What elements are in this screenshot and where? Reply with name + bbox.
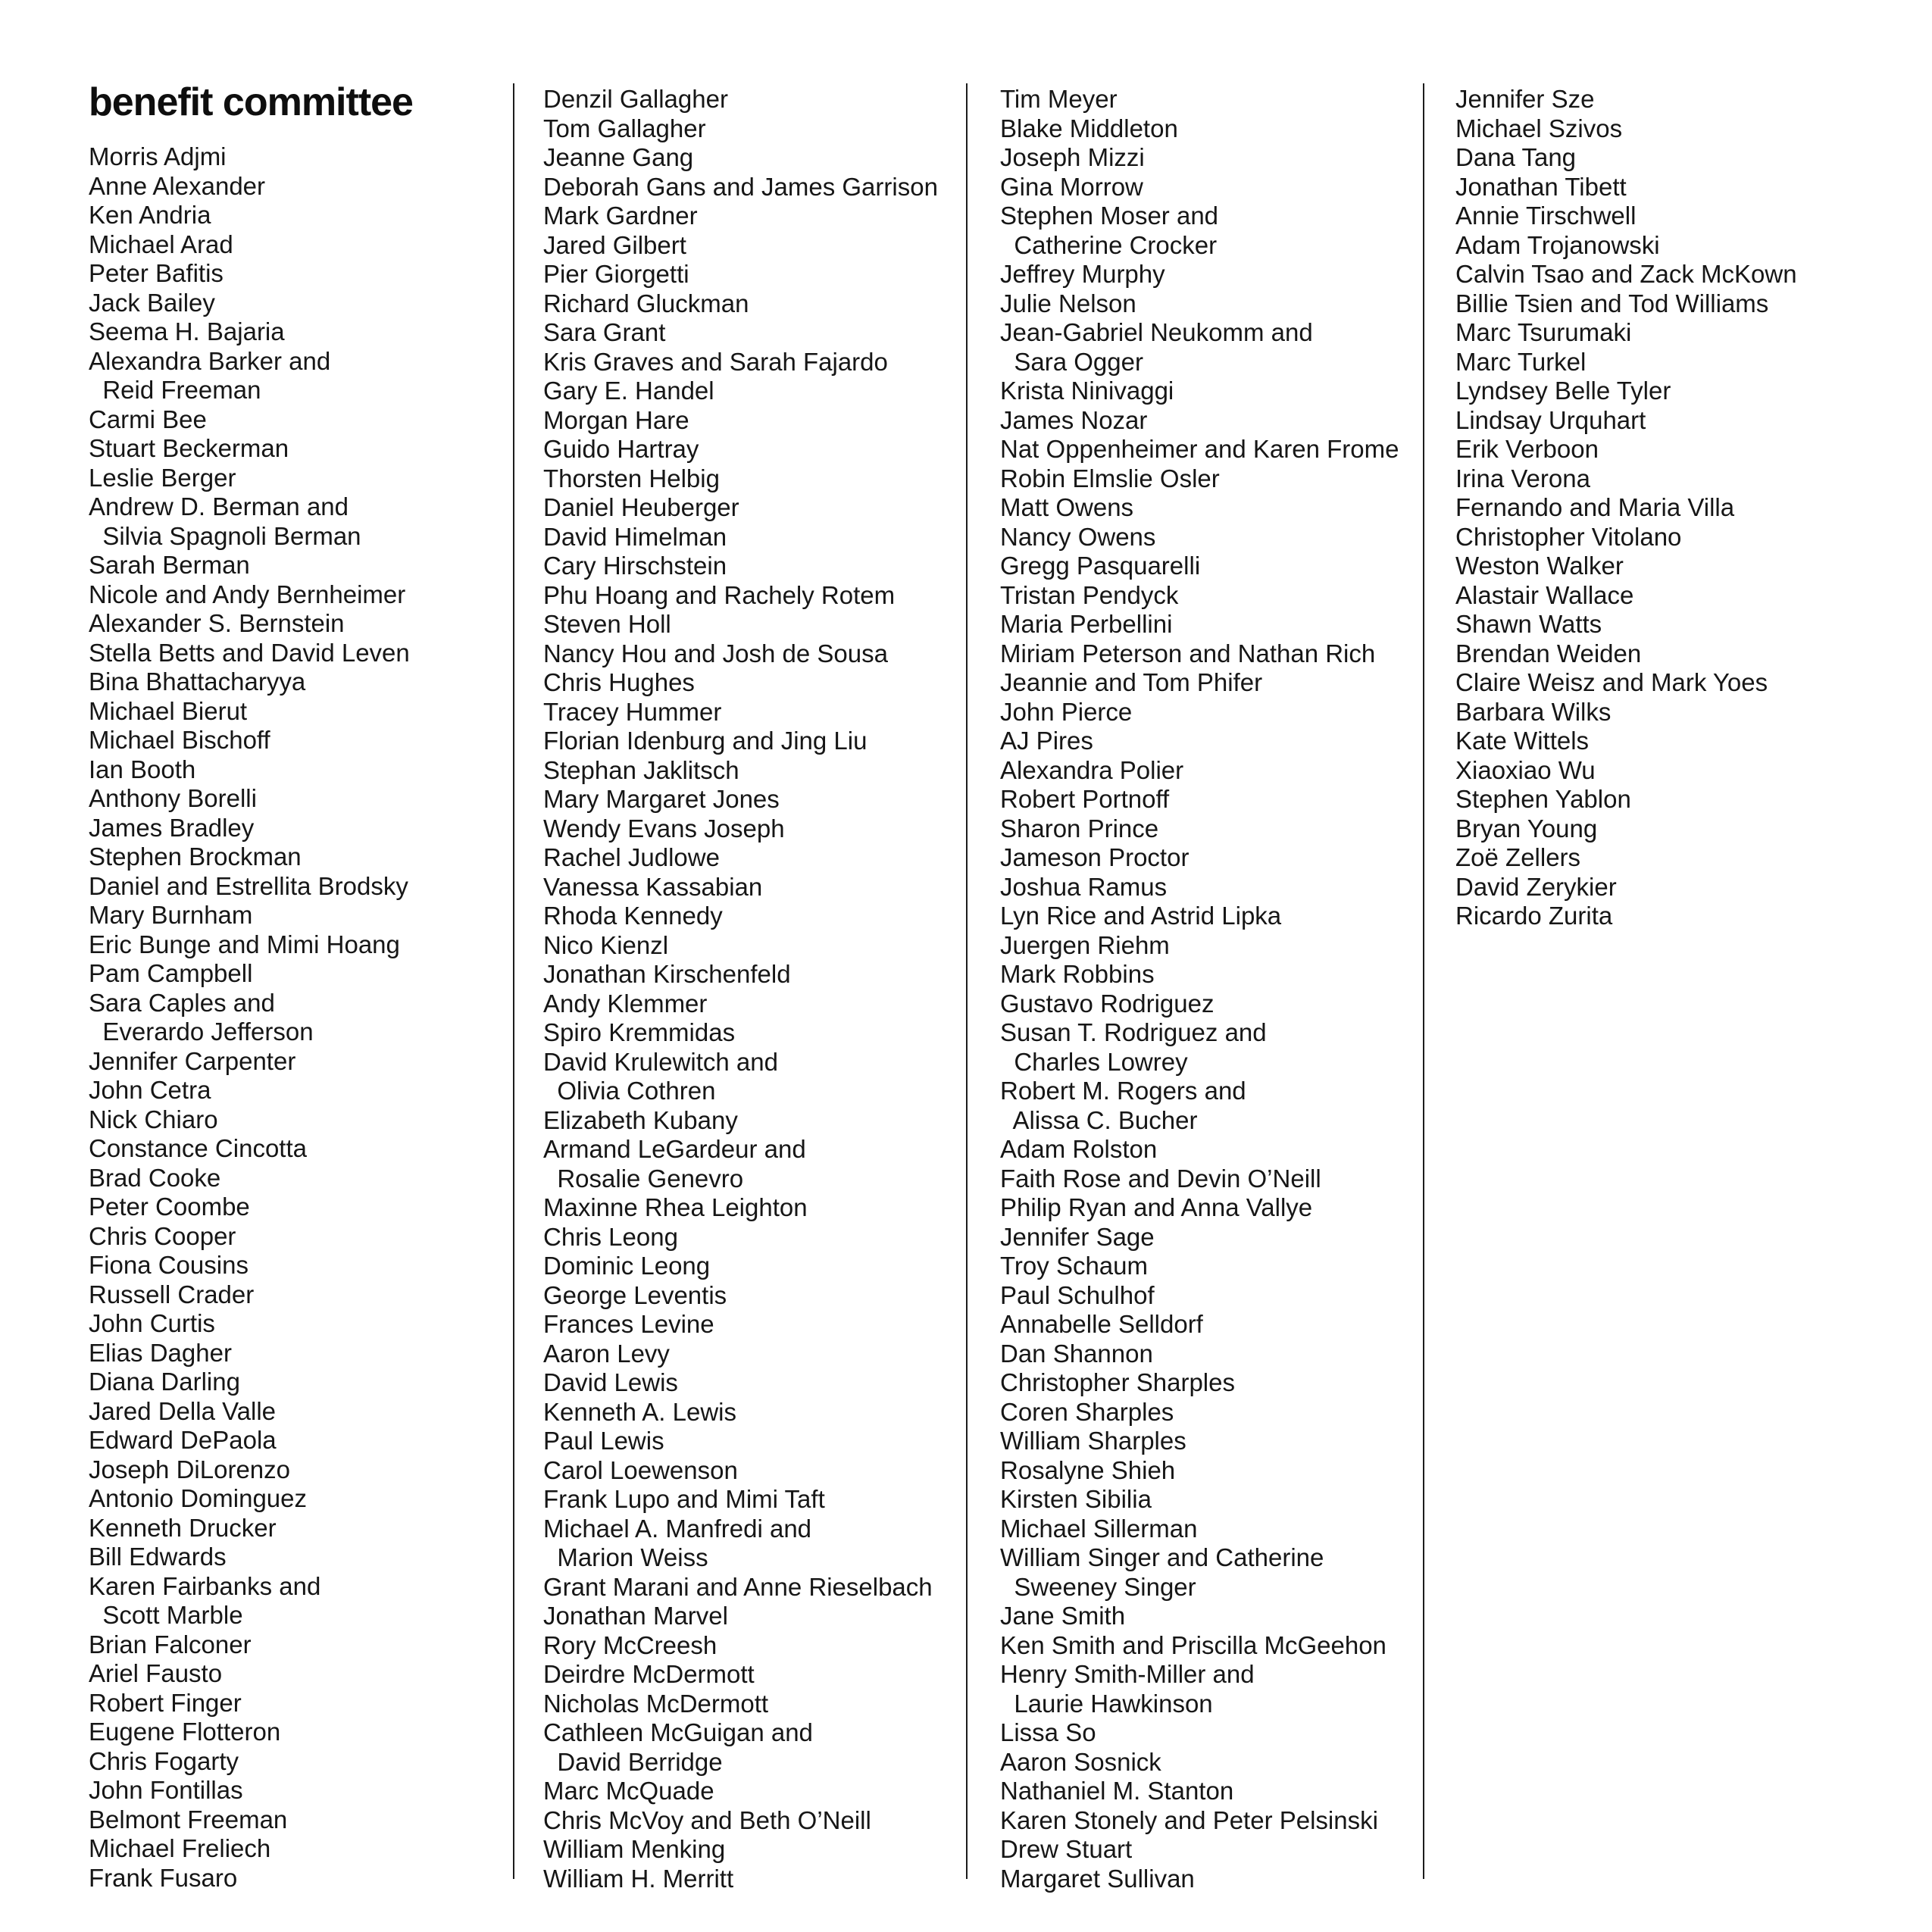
column-1 xyxy=(89,82,513,1893)
name-line: Thorsten Helbig xyxy=(543,464,720,492)
name-line: Adam Rolston xyxy=(1000,1135,1158,1163)
name-list-3 xyxy=(1000,85,1443,1893)
name-line: Jennifer Sage xyxy=(1000,1222,1155,1251)
name-line: Anthony Borelli xyxy=(89,784,257,812)
name-line: Ken Andria xyxy=(89,201,211,229)
name-line: Stuart Beckerman xyxy=(89,434,289,462)
name-line: Morgan Hare xyxy=(543,405,689,434)
name-line: Sara Grant xyxy=(543,318,666,346)
name-line: Frances Levine xyxy=(543,1310,714,1338)
name-line: Adam Trojanowski xyxy=(1455,230,1660,259)
name-line: Kirsten Sibilia xyxy=(1000,1485,1152,1513)
name-line: Marc McQuade xyxy=(543,1777,714,1805)
name-line: Julie Nelson xyxy=(1000,289,1136,317)
name-line: Lyndsey Belle Tyler xyxy=(1455,377,1671,405)
name-line: Aaron Levy xyxy=(543,1339,670,1368)
name-line: Dominic Leong xyxy=(543,1252,711,1280)
name-line: Ian Booth xyxy=(89,755,196,783)
name-line: Kate Wittels xyxy=(1455,727,1590,755)
name-line: Faith Rose and Devin O’Neill xyxy=(1000,1164,1321,1193)
name-line: Nathaniel M. Stanton xyxy=(1000,1777,1234,1805)
name-line: William Sharples xyxy=(1000,1427,1186,1455)
name-line: Peter Coombe xyxy=(89,1193,250,1221)
name-line: Gary E. Handel xyxy=(543,377,714,405)
name-line: Weston Walker xyxy=(1455,552,1624,580)
name-line: Chris Leong xyxy=(543,1222,678,1251)
name-line: Cary Hirschstein xyxy=(543,552,727,580)
name-line: Deirdre McDermott xyxy=(543,1660,755,1688)
name-line: Jeffrey Murphy xyxy=(1000,260,1165,288)
name-line: Jane Smith xyxy=(1000,1602,1126,1630)
name-line: Belmont Freeman xyxy=(89,1805,288,1834)
name-line: Anne Alexander xyxy=(89,171,266,200)
name-line: Stephen Moser and xyxy=(1000,202,1219,230)
name-line: Jennifer Sze xyxy=(1455,85,1595,113)
name-line: Reid Freeman xyxy=(89,376,261,404)
name-line: Eugene Flotteron xyxy=(89,1718,281,1746)
column-divider-3 xyxy=(1423,83,1424,1879)
name-line: Kenneth Drucker xyxy=(89,1513,277,1542)
name-line: Peter Bafitis xyxy=(89,259,224,287)
name-line: David Berridge xyxy=(543,1747,723,1776)
name-line: Sharon Prince xyxy=(1000,814,1159,843)
name-line: Robert M. Rogers and xyxy=(1000,1077,1246,1105)
name-line: Michael Bischoff xyxy=(89,726,270,754)
name-line: Sweeney Singer xyxy=(1000,1572,1196,1601)
name-line: William H. Merritt xyxy=(543,1864,734,1893)
name-line: Coren Sharples xyxy=(1000,1397,1174,1426)
name-line: Claire Weisz and Mark Yoes xyxy=(1455,668,1768,696)
name-line: Mary Burnham xyxy=(89,901,253,929)
name-line: Daniel Heuberger xyxy=(543,493,739,521)
name-line: Annabelle Selldorf xyxy=(1000,1310,1203,1338)
name-line: Calvin Tsao and Zack McKown xyxy=(1455,260,1797,288)
name-line: Frank Fusaro xyxy=(89,1863,238,1892)
name-line: Brad Cooke xyxy=(89,1163,221,1192)
name-line: Sara Ogger xyxy=(1000,347,1143,376)
name-line: Aaron Sosnick xyxy=(1000,1747,1161,1776)
name-line: Troy Schaum xyxy=(1000,1252,1149,1280)
name-line: Olivia Cothren xyxy=(543,1077,716,1105)
name-line: Michael Sillerman xyxy=(1000,1514,1198,1543)
name-line: Scott Marble xyxy=(89,1601,243,1629)
name-line: Joseph DiLorenzo xyxy=(89,1455,290,1483)
name-line: Eric Bunge and Mimi Hoang xyxy=(89,930,400,958)
name-line: Antonio Dominguez xyxy=(89,1484,308,1512)
name-line: David Lewis xyxy=(543,1368,678,1396)
name-line: Alissa C. Bucher xyxy=(1000,1105,1198,1134)
name-line: Vanessa Kassabian xyxy=(543,872,763,901)
name-line: Michael Freliech xyxy=(89,1834,271,1862)
name-line: Carol Loewenson xyxy=(543,1455,738,1484)
name-line: Jameson Proctor xyxy=(1000,843,1190,871)
name-line: Ricardo Zurita xyxy=(1455,902,1613,930)
name-line: Michael Bierut xyxy=(89,696,248,725)
name-line: David Krulewitch and xyxy=(543,1047,778,1076)
name-line: Denzil Gallagher xyxy=(543,85,728,113)
name-line: Diana Darling xyxy=(89,1368,240,1396)
name-line: George Leventis xyxy=(543,1280,727,1309)
name-line: Richard Gluckman xyxy=(543,289,749,317)
name-line: Christopher Sharples xyxy=(1000,1368,1235,1396)
name-line: Kris Graves and Sarah Fajardo xyxy=(543,347,888,376)
name-line: Steven Holl xyxy=(543,610,671,638)
name-line: Lyn Rice and Astrid Lipka xyxy=(1000,902,1282,930)
name-line: Alexandra Polier xyxy=(1000,755,1184,784)
name-line: Dana Tang xyxy=(1455,143,1577,171)
name-line: Nick Chiaro xyxy=(89,1105,218,1133)
name-line: Mark Gardner xyxy=(543,202,698,230)
name-line: Erik Verboon xyxy=(1455,435,1599,463)
name-line: John Cetra xyxy=(89,1076,211,1104)
name-line: Brendan Weiden xyxy=(1455,639,1642,667)
name-line: Miriam Peterson and Nathan Rich xyxy=(1000,639,1376,667)
name-line: Zoë Zellers xyxy=(1455,843,1581,871)
name-line: John Curtis xyxy=(89,1309,215,1337)
name-line: Russell Crader xyxy=(89,1280,255,1308)
name-line: Charles Lowrey xyxy=(1000,1047,1188,1076)
name-line: Marc Turkel xyxy=(1455,347,1587,376)
name-line: Robin Elmslie Osler xyxy=(1000,464,1220,492)
name-line: Susan T. Rodriguez and xyxy=(1000,1018,1267,1046)
name-line: Constance Cincotta xyxy=(89,1134,307,1162)
name-line: Sarah Berman xyxy=(89,551,250,579)
name-line: Carmi Bee xyxy=(89,405,207,433)
name-line: Alastair Wallace xyxy=(1455,580,1634,609)
name-line: Elias Dagher xyxy=(89,1338,232,1367)
name-line: Fiona Cousins xyxy=(89,1251,249,1279)
name-line: Barbara Wilks xyxy=(1455,697,1612,726)
name-line: Chris Fogarty xyxy=(89,1746,239,1775)
name-line: Shawn Watts xyxy=(1455,610,1602,638)
name-line: Chris Cooper xyxy=(89,1221,236,1250)
name-line: Nicole and Andy Bernheimer xyxy=(89,580,406,608)
name-line: Marion Weiss xyxy=(543,1543,708,1571)
name-line: Xiaoxiao Wu xyxy=(1455,755,1596,784)
name-line: Jonathan Marvel xyxy=(543,1602,728,1630)
name-line: James Nozar xyxy=(1000,405,1148,434)
name-line: Morris Adjmi xyxy=(89,142,227,170)
name-line: Lissa So xyxy=(1000,1718,1096,1746)
name-line: Krista Ninivaggi xyxy=(1000,377,1174,405)
name-line: Silvia Spagnoli Berman xyxy=(89,521,361,550)
name-line: Laurie Hawkinson xyxy=(1000,1689,1213,1718)
name-line: Karen Fairbanks and xyxy=(89,1571,321,1600)
name-line: Michael Arad xyxy=(89,230,233,258)
name-line: Stephan Jaklitsch xyxy=(543,755,739,784)
name-line: Guido Hartray xyxy=(543,435,699,463)
name-line: John Pierce xyxy=(1000,697,1133,726)
name-line: Jared Della Valle xyxy=(89,1396,277,1425)
column-divider-1 xyxy=(513,83,514,1879)
name-line: Maxinne Rhea Leighton xyxy=(543,1193,808,1221)
name-line: Gregg Pasquarelli xyxy=(1000,552,1201,580)
name-line: Stella Betts and David Leven xyxy=(89,638,410,667)
name-line: Bina Bhattacharyya xyxy=(89,667,306,696)
name-line: Christopher Vitolano xyxy=(1455,522,1682,551)
name-line: Joseph Mizzi xyxy=(1000,143,1145,171)
name-line: Alexander S. Bernstein xyxy=(89,609,345,637)
name-line: Tracey Hummer xyxy=(543,697,722,726)
name-line: Paul Lewis xyxy=(543,1427,664,1455)
name-line: Wendy Evans Joseph xyxy=(543,814,785,843)
name-line: Blake Middleton xyxy=(1000,114,1178,142)
name-line: Drew Stuart xyxy=(1000,1835,1133,1863)
name-line: Frank Lupo and Mimi Taft xyxy=(543,1485,825,1513)
name-line: Jonathan Tibett xyxy=(1455,172,1627,201)
name-list-4 xyxy=(1455,85,1880,931)
name-line: Tristan Pendyck xyxy=(1000,580,1179,609)
name-line: Stephen Yablon xyxy=(1455,785,1631,813)
name-line: Leslie Berger xyxy=(89,463,236,492)
column-divider-2 xyxy=(966,83,968,1879)
column-3 xyxy=(1000,85,1443,1893)
name-line: Tom Gallagher xyxy=(543,114,706,142)
name-line: Michael Szivos xyxy=(1455,114,1623,142)
name-line: Lindsay Urquhart xyxy=(1455,405,1646,434)
name-line: Kenneth A. Lewis xyxy=(543,1397,737,1426)
name-line: Michael A. Manfredi and xyxy=(543,1514,812,1543)
name-line: Rosalie Genevro xyxy=(543,1164,744,1193)
name-line: Billie Tsien and Tod Williams xyxy=(1455,289,1769,317)
name-line: Chris Hughes xyxy=(543,668,695,696)
name-line: Jonathan Kirschenfeld xyxy=(543,960,791,988)
name-line: Jeannie and Tom Phifer xyxy=(1000,668,1263,696)
name-line: Karen Stonely and Peter Pelsinski xyxy=(1000,1805,1378,1834)
name-line: Catherine Crocker xyxy=(1000,230,1218,259)
name-line: Jennifer Carpenter xyxy=(89,1046,296,1075)
name-line: Maria Perbellini xyxy=(1000,610,1173,638)
name-line: Margaret Sullivan xyxy=(1000,1864,1195,1893)
name-line: Everardo Jefferson xyxy=(89,1018,314,1046)
name-line: Ariel Fausto xyxy=(89,1659,223,1687)
name-line: Seema H. Bajaria xyxy=(89,317,285,345)
name-line: Fernando and Maria Villa xyxy=(1455,493,1735,521)
name-line: Robert Finger xyxy=(89,1688,242,1717)
name-line: Philip Ryan and Anna Vallye xyxy=(1000,1193,1313,1221)
name-line: Jean-Gabriel Neukomm and xyxy=(1000,318,1313,346)
name-line: Dan Shannon xyxy=(1000,1339,1153,1368)
name-line: Sara Caples and xyxy=(89,988,275,1017)
name-line: Rhoda Kennedy xyxy=(543,902,723,930)
name-line: Jared Gilbert xyxy=(543,230,686,259)
name-line: John Fontillas xyxy=(89,1776,243,1804)
name-line: Henry Smith-Miller and xyxy=(1000,1660,1255,1688)
name-line: Florian Idenburg and Jing Liu xyxy=(543,727,868,755)
name-line: Grant Marani and Anne Rieselbach xyxy=(543,1572,933,1601)
name-line: Pier Giorgetti xyxy=(543,260,689,288)
name-line: Nico Kienzl xyxy=(543,930,669,959)
name-line: Marc Tsurumaki xyxy=(1455,318,1632,346)
name-line: Nancy Hou and Josh de Sousa xyxy=(543,639,888,667)
page-title: benefit committee xyxy=(89,80,413,124)
name-line: Jack Bailey xyxy=(89,288,215,317)
name-line: AJ Pires xyxy=(1000,727,1093,755)
column-2 xyxy=(543,85,983,1893)
name-line: Jeanne Gang xyxy=(543,143,694,171)
column-4 xyxy=(1455,85,1880,931)
name-line: Nancy Owens xyxy=(1000,522,1156,551)
name-line: Mark Robbins xyxy=(1000,960,1155,988)
name-line: Tim Meyer xyxy=(1000,85,1118,113)
name-line: Edward DePaola xyxy=(89,1426,277,1454)
name-line: Cathleen McGuigan and xyxy=(543,1718,813,1746)
name-line: Andy Klemmer xyxy=(543,989,708,1018)
name-line: Rosalyne Shieh xyxy=(1000,1455,1176,1484)
name-line: Irina Verona xyxy=(1455,464,1590,492)
name-line: Bill Edwards xyxy=(89,1543,227,1571)
name-line: Nat Oppenheimer and Karen Frome xyxy=(1000,435,1399,463)
name-line: Gina Morrow xyxy=(1000,172,1143,201)
name-line: Joshua Ramus xyxy=(1000,872,1168,901)
name-line: Ken Smith and Priscilla McGeehon xyxy=(1000,1630,1386,1659)
name-line: William Singer and Catherine xyxy=(1000,1543,1324,1571)
name-line: Armand LeGardeur and xyxy=(543,1135,806,1163)
name-line: David Himelman xyxy=(543,522,727,551)
name-line: Rachel Judlowe xyxy=(543,843,720,871)
name-line: Alexandra Barker and xyxy=(89,346,331,375)
name-line: Deborah Gans and James Garrison xyxy=(543,172,938,201)
name-line: Stephen Brockman xyxy=(89,843,302,871)
name-line: Matt Owens xyxy=(1000,493,1134,521)
name-line: David Zerykier xyxy=(1455,872,1617,901)
name-line: Rory McCreesh xyxy=(543,1630,717,1659)
name-line: Nicholas McDermott xyxy=(543,1689,769,1718)
name-line: Chris McVoy and Beth O’Neill xyxy=(543,1805,871,1834)
name-line: Spiro Kremmidas xyxy=(543,1018,736,1046)
name-line: Elizabeth Kubany xyxy=(543,1105,738,1134)
name-list-2 xyxy=(543,85,983,1893)
name-line: Paul Schulhof xyxy=(1000,1280,1155,1309)
name-line: Bryan Young xyxy=(1455,814,1598,843)
name-line: Phu Hoang and Rachely Rotem xyxy=(543,580,896,609)
name-line: Gustavo Rodriguez xyxy=(1000,989,1215,1018)
name-line: William Menking xyxy=(543,1835,726,1863)
name-line: Brian Falconer xyxy=(89,1630,252,1658)
name-list-1 xyxy=(89,142,513,1893)
name-line: Andrew D. Berman and xyxy=(89,492,349,521)
name-line: Juergen Riehm xyxy=(1000,930,1170,959)
name-line: Annie Tirschwell xyxy=(1455,202,1637,230)
name-line: Mary Margaret Jones xyxy=(543,785,780,813)
name-line: Robert Portnoff xyxy=(1000,785,1170,813)
name-line: Daniel and Estrellita Brodsky xyxy=(89,871,408,900)
name-line: Pam Campbell xyxy=(89,959,253,987)
name-line: James Bradley xyxy=(89,813,255,842)
